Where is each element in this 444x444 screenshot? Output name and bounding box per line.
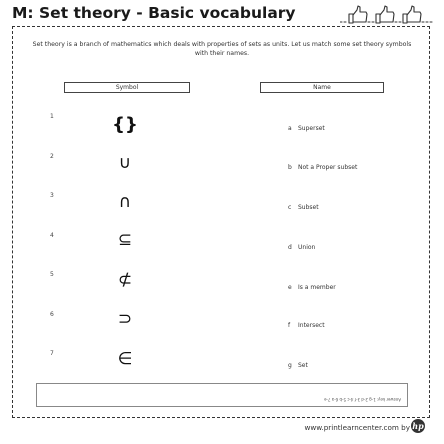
thumbs-up-icon bbox=[376, 6, 394, 23]
member-symbol: ∈ bbox=[117, 349, 133, 369]
intersect-symbol: ∩ bbox=[118, 192, 132, 212]
name-item: c Subset bbox=[288, 204, 319, 211]
name-item: e Is a member bbox=[288, 284, 336, 291]
name-column-header: Name bbox=[260, 82, 384, 93]
intro-text: Set theory is a branch of mathematics which deals with properties of sets as units. Let us match some set theory symbols with their names. bbox=[32, 41, 412, 57]
name-item: d Union bbox=[288, 244, 316, 251]
item-number: 2 bbox=[50, 153, 54, 160]
item-number: 6 bbox=[50, 311, 54, 318]
name-item: b Not a Proper subset bbox=[288, 164, 358, 171]
name-item: a Superset bbox=[288, 125, 325, 132]
answer-key-box bbox=[36, 383, 408, 407]
item-number: 3 bbox=[50, 192, 54, 199]
not-proper-subset-symbol: ⊄ bbox=[117, 270, 133, 290]
item-number: 5 bbox=[50, 271, 54, 278]
footer-site-text: www.printlearncenter.com by bbox=[304, 423, 410, 432]
item-number: 1 bbox=[50, 113, 54, 120]
thumbs-up-icon bbox=[403, 6, 421, 23]
item-number: 4 bbox=[50, 232, 54, 239]
subset-symbol: ⊆ bbox=[117, 230, 133, 250]
symbol-column-header: Symbol bbox=[64, 82, 190, 93]
thumbs-up-decoration bbox=[340, 4, 434, 26]
thumbs-up-icon bbox=[349, 6, 367, 23]
name-item: f Intersect bbox=[288, 322, 325, 329]
page-title: M: Set theory - Basic vocabulary bbox=[12, 4, 296, 22]
name-item: g Set bbox=[288, 362, 308, 369]
answer-key-text: Answer key: 1-g 2-d 3-f 4-c 5-b 6-a 7-e bbox=[323, 397, 401, 402]
superset-symbol: ⊃ bbox=[117, 309, 133, 329]
union-symbol: ∪ bbox=[118, 153, 132, 173]
item-number: 7 bbox=[50, 350, 54, 357]
set-symbol: {} bbox=[112, 114, 138, 135]
hp-logo: hp bbox=[412, 421, 424, 431]
